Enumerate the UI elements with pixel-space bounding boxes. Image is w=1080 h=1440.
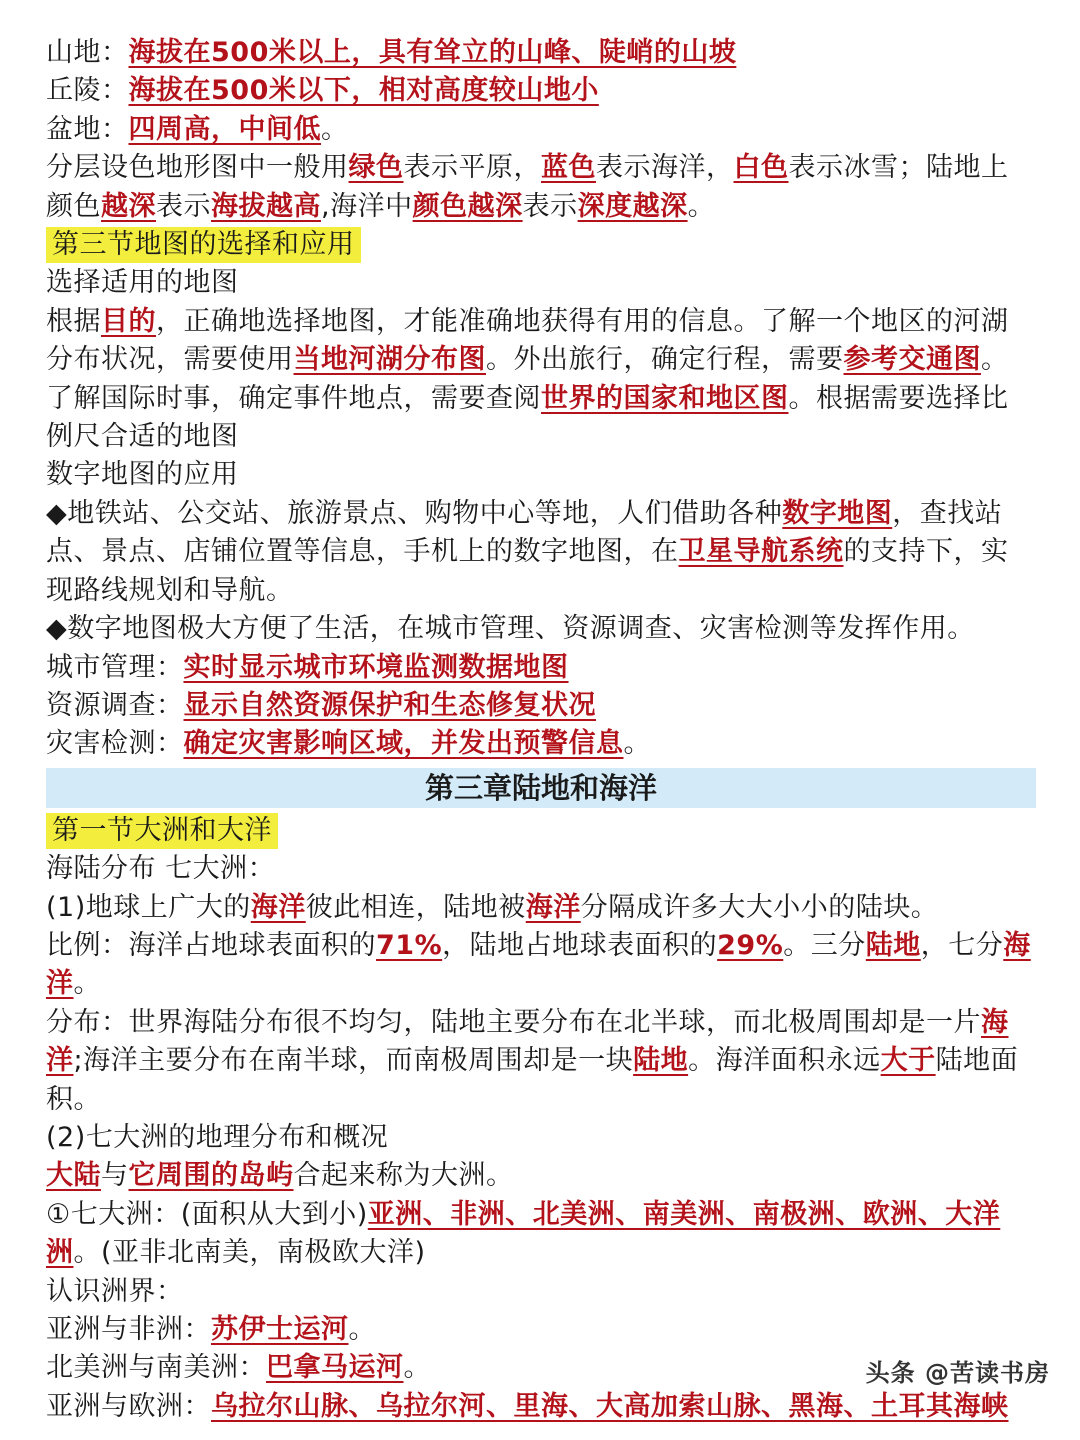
text-line bbox=[46, 1081, 1036, 1119]
text-line bbox=[46, 1273, 1036, 1311]
text-segment: 表示冰雪；陆地上 bbox=[788, 152, 1009, 184]
text-line bbox=[46, 1119, 1036, 1157]
key-term: 白色 bbox=[733, 152, 789, 184]
key-term: 蓝色 bbox=[541, 152, 596, 184]
section-heading: 第一节大洲和大洋 bbox=[46, 813, 278, 849]
key-term: 巴拿马运河 bbox=[266, 1352, 404, 1384]
document-page bbox=[46, 34, 1036, 1426]
text-segment: 表示 bbox=[522, 190, 578, 222]
key-term: 确定灾害影响区域，并发出预警信息 bbox=[183, 728, 624, 760]
text-segment: ◆地铁站、公交站、旅游景点、购物中心等地，人们借助各种 bbox=[46, 497, 783, 529]
text-line bbox=[46, 380, 1036, 418]
key-term: 海拔在500米以上，具有耸立的山峰、陡峭的山坡 bbox=[128, 37, 737, 68]
key-term: 乌拉尔山脉、乌拉尔河、里海、大高加索山脉、黑海、土耳其海峡 bbox=[211, 1390, 1009, 1422]
key-term: 陆地 bbox=[865, 929, 921, 961]
text-line bbox=[46, 72, 1036, 110]
text-segment: 北美洲与南美洲： bbox=[46, 1352, 266, 1384]
text-segment: 现路线规划和导航。 bbox=[46, 574, 294, 606]
text-segment: 彼此相连，陆地被 bbox=[305, 891, 526, 923]
text-line bbox=[46, 687, 1036, 725]
text-line bbox=[46, 456, 1036, 494]
text-segment: 丘陵： bbox=[46, 75, 129, 107]
key-term: 它周围的岛屿 bbox=[128, 1160, 294, 1192]
text-line bbox=[46, 341, 1036, 379]
text-segment: ，查找站 bbox=[892, 497, 1003, 529]
text-segment: ◆数字地图极大方便了生活，在城市管理、资源调查、灾害检测等发挥作用。 bbox=[46, 613, 975, 645]
text-line bbox=[46, 889, 1036, 927]
key-term: 越深 bbox=[101, 190, 156, 222]
text-line bbox=[46, 1157, 1036, 1195]
text-segment: 。三分 bbox=[783, 929, 866, 961]
key-term: 苏伊士运河 bbox=[211, 1314, 349, 1345]
text-segment: 。根据需要选择比 bbox=[788, 382, 1009, 414]
key-term: 海洋 bbox=[250, 891, 306, 923]
chapter-heading: 第三章陆地和海洋 bbox=[46, 768, 1036, 808]
text-line bbox=[46, 1042, 1036, 1080]
text-segment: 。 bbox=[73, 968, 101, 1000]
text-segment: 比例：海洋占地球表面积的 bbox=[46, 929, 376, 961]
text-line bbox=[46, 111, 1036, 149]
text-segment: 山地： bbox=[46, 37, 129, 68]
key-term: 当地河湖分布图 bbox=[293, 344, 486, 376]
key-term: 大陆 bbox=[46, 1160, 101, 1192]
text-segment: 。(亚非北南美，南极欧大洋) bbox=[73, 1237, 426, 1269]
text-segment: 。外出旅行，确定行程，需要 bbox=[486, 344, 844, 376]
key-term: 数字地图 bbox=[782, 497, 893, 529]
text-line bbox=[46, 1004, 1036, 1042]
text-segment: 。 bbox=[321, 113, 349, 145]
text-segment: 与 bbox=[101, 1160, 129, 1192]
text-segment: 表示海洋， bbox=[596, 152, 734, 184]
text-line bbox=[46, 850, 1036, 888]
text-line bbox=[46, 1234, 1036, 1272]
text-segment: 分布：世界海陆分布很不均匀，陆地主要分布在北半球，而北极周围却是一片 bbox=[46, 1006, 981, 1038]
text-line bbox=[46, 610, 1036, 648]
text-segment: 资源调查： bbox=[46, 689, 184, 721]
key-term: 洲 bbox=[46, 1237, 74, 1269]
text-segment: 认识洲界： bbox=[46, 1275, 184, 1307]
key-term: 29% bbox=[717, 929, 784, 961]
text-segment: (1)地球上广大的 bbox=[46, 891, 251, 923]
text-line bbox=[46, 1311, 1036, 1349]
key-term: 海 bbox=[1003, 929, 1031, 961]
text-segment: 。 bbox=[981, 344, 1009, 376]
text-segment: ,海洋中 bbox=[321, 190, 413, 222]
key-term: 深度越深 bbox=[577, 190, 688, 222]
text-segment: 。 bbox=[348, 1314, 376, 1345]
text-segment: 盆地： bbox=[46, 113, 129, 145]
text-line bbox=[46, 927, 1036, 965]
text-segment: 表示平原， bbox=[403, 152, 541, 184]
text-segment: 分隔成许多大大小小的陆块。 bbox=[580, 891, 939, 923]
section-heading-row bbox=[46, 812, 1036, 850]
text-line bbox=[46, 1196, 1036, 1234]
text-line bbox=[46, 1388, 1036, 1426]
text-segment: 颜色 bbox=[46, 190, 101, 222]
text-segment: ;海洋主要分布在南半球，而南极周围却是一块 bbox=[73, 1045, 634, 1077]
text-line bbox=[46, 264, 1036, 302]
text-segment: 亚洲与非洲： bbox=[46, 1314, 211, 1345]
text-segment: 海陆分布 七大洲： bbox=[46, 853, 276, 885]
key-term: 71% bbox=[376, 929, 443, 961]
text-segment: 数字地图的应用 bbox=[46, 459, 239, 491]
key-term: 大于 bbox=[880, 1045, 936, 1077]
text-segment: 选择适用的地图 bbox=[46, 267, 239, 299]
key-term: 海拔在500米以下，相对高度较山地小 bbox=[128, 75, 599, 107]
text-segment: 的支持下，实 bbox=[843, 536, 1009, 568]
text-line bbox=[46, 34, 1036, 72]
text-segment: 积。 bbox=[46, 1083, 101, 1115]
section-heading-row bbox=[46, 226, 1036, 264]
text-line bbox=[46, 725, 1036, 763]
key-term: 海洋 bbox=[525, 891, 581, 923]
text-segment: 。海洋面积永远 bbox=[688, 1045, 881, 1077]
text-segment: 了解国际时事，确定事件地点，需要查阅 bbox=[46, 382, 541, 414]
key-term: 颜色越深 bbox=[412, 190, 523, 222]
text-segment: 分层设色地形图中一般用 bbox=[46, 152, 349, 184]
key-term: 四周高，中间低 bbox=[128, 113, 321, 145]
key-term: 卫星导航系统 bbox=[678, 536, 844, 568]
text-line bbox=[46, 533, 1036, 571]
key-term: 参考交通图 bbox=[843, 344, 981, 376]
text-line bbox=[46, 965, 1036, 1003]
text-segment: 点、景点、店铺位置等信息，手机上的数字地图，在 bbox=[46, 536, 679, 568]
text-segment: ，陆地占地球表面积的 bbox=[442, 929, 718, 961]
text-segment: 根据 bbox=[46, 305, 101, 337]
text-segment: 例尺合适的地图 bbox=[46, 421, 239, 453]
text-segment: 。 bbox=[403, 1352, 431, 1384]
text-segment: ①七大洲：(面积从大到小) bbox=[46, 1198, 368, 1230]
text-segment: 亚洲与欧洲： bbox=[46, 1390, 211, 1422]
text-line bbox=[46, 572, 1036, 610]
text-line bbox=[46, 149, 1036, 187]
text-line bbox=[46, 649, 1036, 687]
key-term: 世界的国家和地区图 bbox=[541, 382, 789, 414]
text-line bbox=[46, 303, 1036, 341]
text-line bbox=[46, 495, 1036, 533]
text-segment: 灾害检测： bbox=[46, 728, 184, 760]
text-segment: 。 bbox=[687, 190, 716, 222]
key-term: 洋 bbox=[46, 968, 74, 1000]
text-segment: 表示 bbox=[156, 190, 211, 222]
text-segment: 城市管理： bbox=[46, 651, 184, 683]
text-segment: ，正确地选择地图，才能准确地获得有用的信息。了解一个地区的河湖 bbox=[156, 305, 1009, 337]
text-segment: 合起来称为大洲。 bbox=[293, 1160, 514, 1192]
key-term: 亚洲、非洲、北美洲、南美洲、南极洲、欧洲、大洋 bbox=[367, 1198, 1001, 1230]
text-segment: 陆地面 bbox=[935, 1045, 1019, 1077]
key-term: 显示自然资源保护和生态修复状况 bbox=[183, 689, 596, 721]
key-term: 海 bbox=[981, 1006, 1009, 1038]
section-heading: 第三节地图的选择和应用 bbox=[46, 227, 361, 263]
text-segment: ，七分 bbox=[920, 929, 1004, 961]
key-term: 洋 bbox=[46, 1045, 74, 1077]
text-line bbox=[46, 188, 1036, 226]
key-term: 绿色 bbox=[348, 152, 404, 184]
text-segment: (2)七大洲的地理分布和概况 bbox=[46, 1121, 389, 1153]
watermark-text: 头条 @苦读书房 bbox=[865, 1359, 1050, 1387]
key-term: 陆地 bbox=[633, 1045, 689, 1077]
key-term: 海拔越高 bbox=[211, 190, 321, 222]
text-segment: 。 bbox=[623, 728, 651, 760]
key-term: 目的 bbox=[101, 305, 156, 337]
text-line bbox=[46, 418, 1036, 456]
key-term: 实时显示城市环境监测数据地图 bbox=[183, 651, 569, 683]
text-segment: 分布状况，需要使用 bbox=[46, 344, 294, 376]
